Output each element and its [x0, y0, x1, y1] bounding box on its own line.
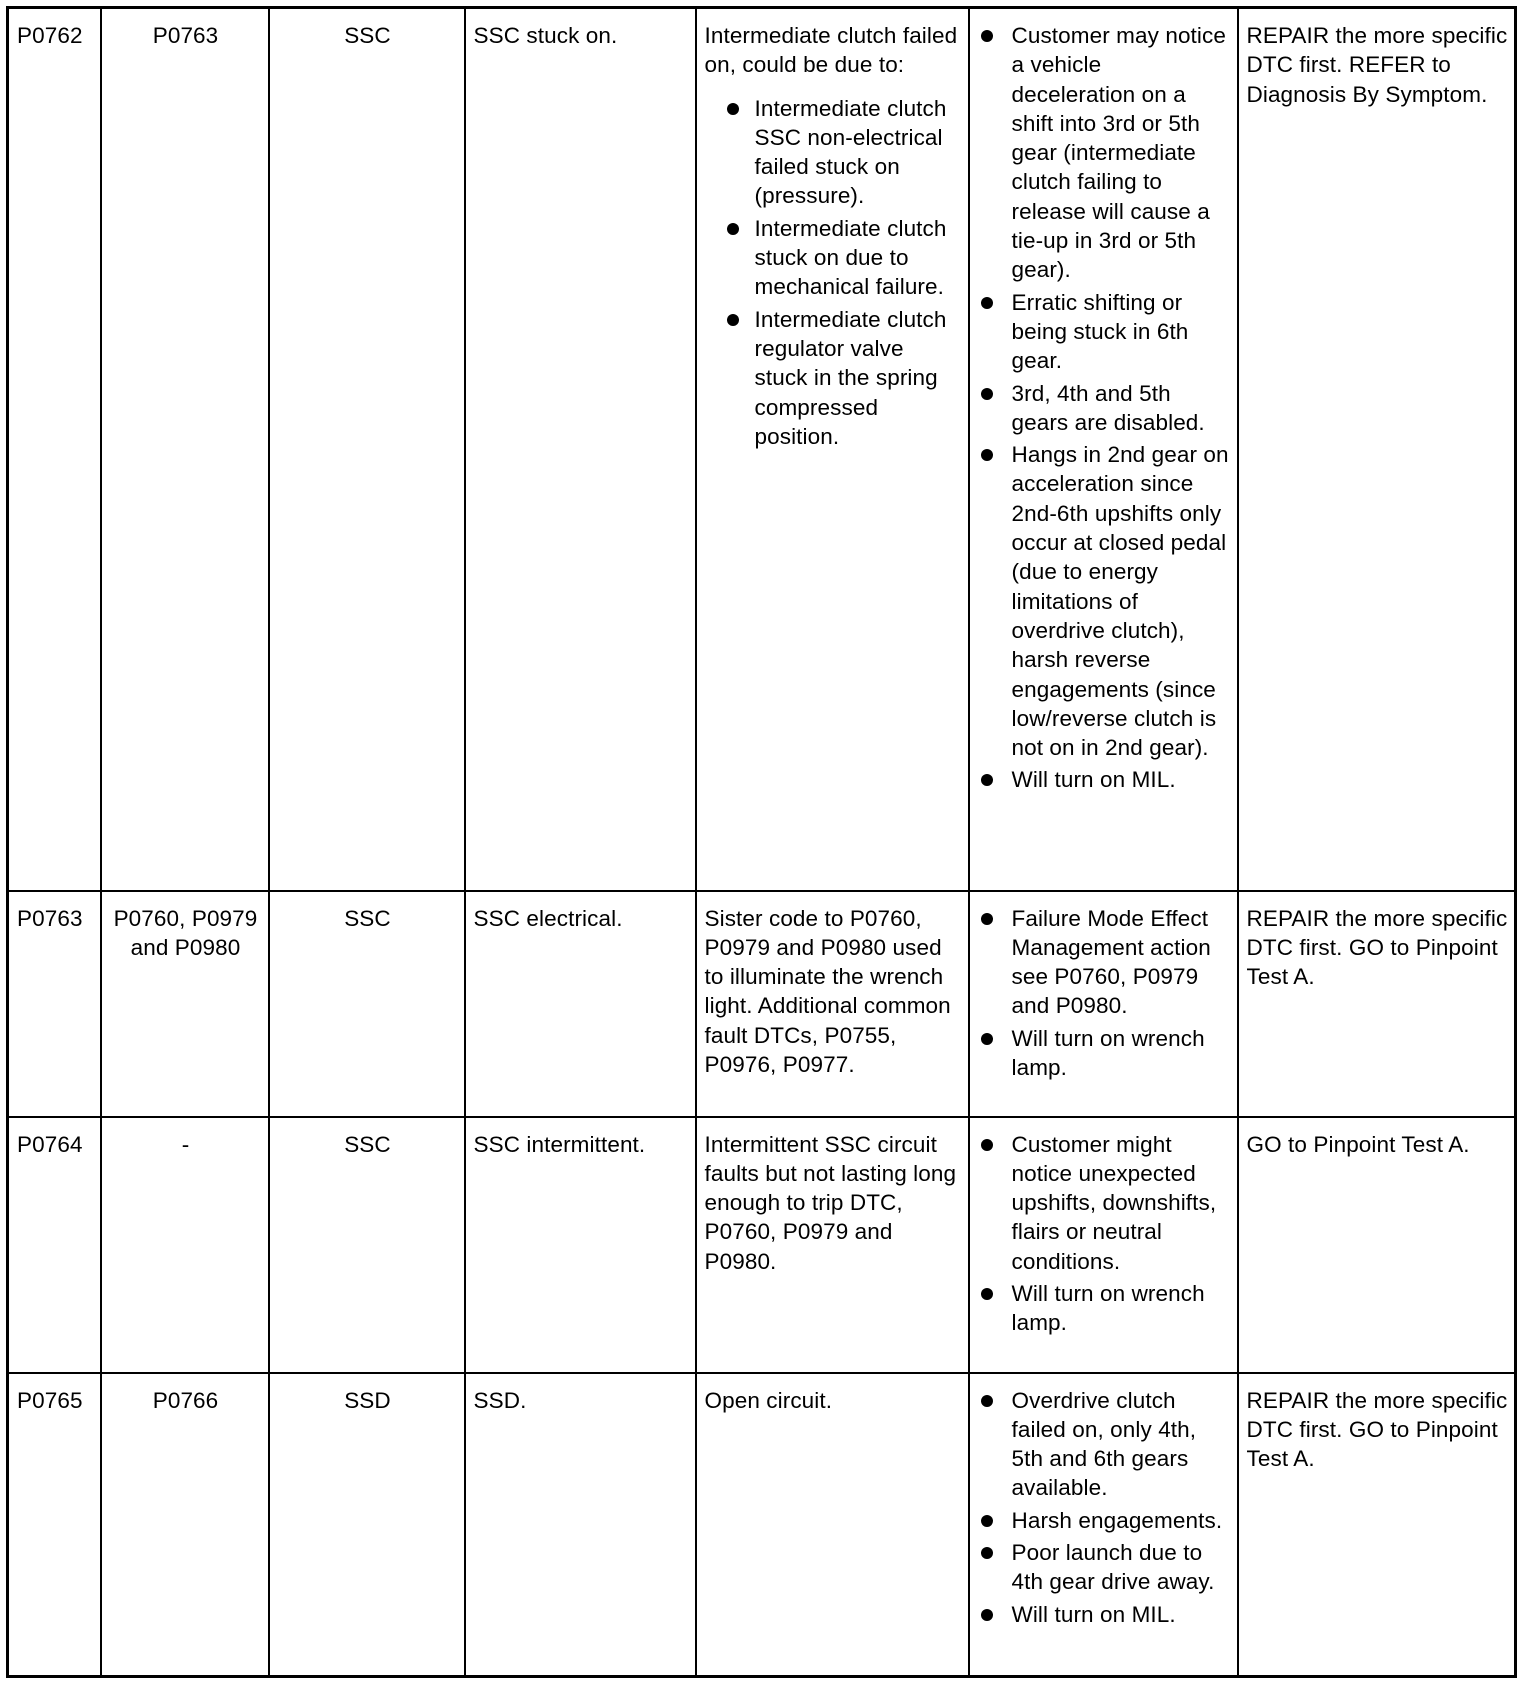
dtc-table-container — [6, 6, 1517, 1678]
list-item: Will turn on wrench lamp. — [978, 1024, 1231, 1083]
table-row — [8, 8, 1516, 891]
dtc-code: P0763 — [8, 891, 101, 1117]
description: SSD. — [465, 1373, 696, 1677]
action: REPAIR the more specific DTC first. REFER to Diagnosis By Symptom. — [1238, 8, 1516, 891]
table-row — [8, 891, 1516, 1117]
list-item: 3rd, 4th and 5th gears are disabled. — [978, 379, 1231, 438]
causes-intro: Intermediate clutch failed on, could be due to: — [704, 23, 958, 78]
list-item: Failure Mode Effect Management action see P0760, P0979 and P0980. — [978, 904, 1231, 1021]
symptoms — [969, 891, 1238, 1117]
table-row — [8, 1117, 1516, 1373]
action: GO to Pinpoint Test A. — [1238, 1117, 1516, 1373]
component: SSC — [269, 891, 465, 1117]
symptoms-list — [978, 1386, 1231, 1629]
list-item: Intermediate clutch SSC non-electrical failed stuck on (pressure). — [705, 94, 962, 211]
symptoms — [969, 8, 1238, 891]
list-item: Overdrive clutch failed on, only 4th, 5th and 6th gears available. — [978, 1386, 1231, 1503]
list-item: Customer may notice a vehicle deceleration on a shift into 3rd or 5th gear (intermediate clutch failing to release will cause a tie-up in 3rd or 5th gear). — [978, 21, 1231, 285]
list-item: Will turn on MIL. — [978, 1600, 1231, 1629]
list-item: Erratic shifting or being stuck in 6th gear. — [978, 288, 1231, 376]
action: REPAIR the more specific DTC first. GO to Pinpoint Test A. — [1238, 1373, 1516, 1677]
related-dtcs: P0763 — [101, 8, 269, 891]
related-dtcs: P0760, P0979 and P0980 — [101, 891, 269, 1117]
component: SSD — [269, 1373, 465, 1677]
component: SSC — [269, 8, 465, 891]
list-item: Will turn on wrench lamp. — [978, 1279, 1231, 1338]
list-item: Hangs in 2nd gear on acceleration since 2nd-6th upshifts only occur at closed pedal (due to energy limitations of overdrive clutch), harsh reverse engagements (since low/reverse clutch is not on in 2nd gear). — [978, 440, 1231, 762]
possible-causes: Open circuit. — [696, 1373, 969, 1677]
list-item: Customer might notice unexpected upshifts, downshifts, flairs or neutral conditions. — [978, 1130, 1231, 1276]
dtc-table — [6, 6, 1517, 1678]
component: SSC — [269, 1117, 465, 1373]
related-dtcs: - — [101, 1117, 269, 1373]
related-dtcs: P0766 — [101, 1373, 269, 1677]
description: SSC stuck on. — [465, 8, 696, 891]
dtc-code: P0762 — [8, 8, 101, 891]
symptoms-list — [978, 1130, 1231, 1338]
list-item: Intermediate clutch regulator valve stuck in the spring compressed position. — [705, 305, 962, 451]
list-item: Intermediate clutch stuck on due to mechanical failure. — [705, 214, 962, 302]
list-item: Poor launch due to 4th gear drive away. — [978, 1538, 1231, 1597]
possible-causes: Intermittent SSC circuit faults but not lasting long enough to trip DTC, P0760, P0979 and P0980. — [696, 1117, 969, 1373]
list-item: Harsh engagements. — [978, 1506, 1231, 1535]
possible-causes: Sister code to P0760, P0979 and P0980 used to illuminate the wrench light. Additional common fault DTCs, P0755, P0976, P0977. — [696, 891, 969, 1117]
description: SSC intermittent. — [465, 1117, 696, 1373]
dtc-code: P0764 — [8, 1117, 101, 1373]
possible-causes — [696, 8, 969, 891]
symptoms — [969, 1117, 1238, 1373]
action: REPAIR the more specific DTC first. GO to Pinpoint Test A. — [1238, 891, 1516, 1117]
symptoms-list — [978, 21, 1231, 795]
list-item: Will turn on MIL. — [978, 765, 1231, 794]
symptoms-list — [978, 904, 1231, 1083]
symptoms — [969, 1373, 1238, 1677]
dtc-code: P0765 — [8, 1373, 101, 1677]
causes-list — [705, 94, 962, 452]
description: SSC electrical. — [465, 891, 696, 1117]
table-row — [8, 1373, 1516, 1677]
